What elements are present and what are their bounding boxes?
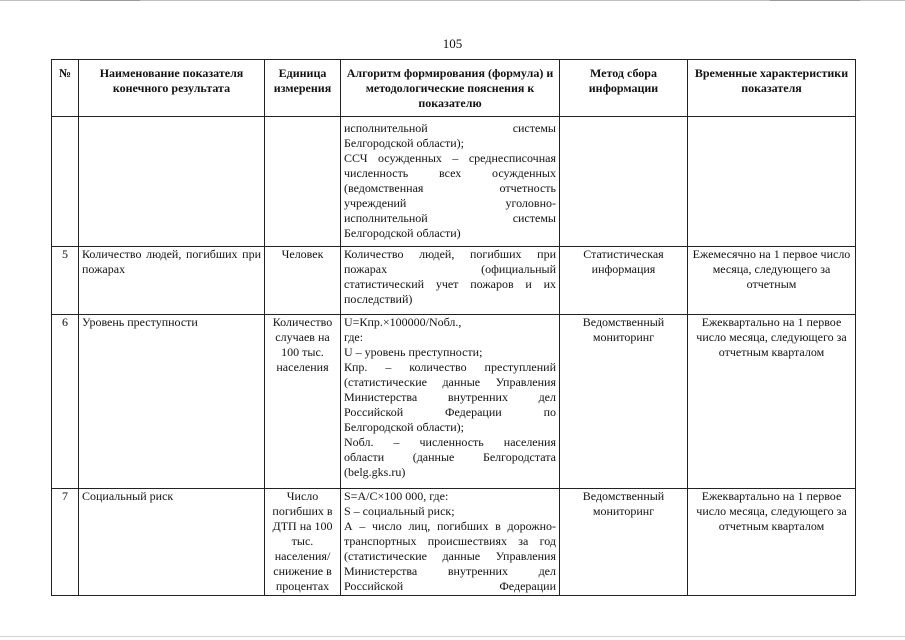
row-method: Статистическая информация <box>560 247 688 315</box>
algorithm-line: статистический учет пожаров и их <box>344 277 556 291</box>
row-time: Ежеквартально на 1 первое число месяца, следующего за отчетным кварталом <box>688 315 856 489</box>
algorithm-line: Белгородской области) <box>344 226 461 240</box>
row-unit: Число погибших в ДТП на 100 тыс. населения/ снижение в процентах <box>265 489 341 596</box>
row-algorithm <box>341 489 560 596</box>
algorithm-line: Белгородской области); <box>344 420 464 434</box>
algorithm-line: ССЧ осужденных – среднесписочная <box>344 151 556 165</box>
algorithm-line: Белгородской области); <box>344 136 464 150</box>
scan-dash-left <box>80 0 140 1</box>
algorithm-line: учреждений уголовно- <box>344 196 556 210</box>
row-num: 5 <box>52 247 79 315</box>
header-num: № <box>52 60 79 117</box>
algorithm-line: (статистические данные Управления <box>344 375 556 389</box>
row-name <box>79 117 265 247</box>
row-unit: Количество случаев на 100 тыс. населения <box>265 315 341 489</box>
algorithm-line: где: <box>344 330 364 344</box>
row-algorithm <box>341 247 560 315</box>
algorithm-line: пожарах (официальный <box>344 262 556 276</box>
algorithm-line: исполнительной системы <box>344 121 556 135</box>
table-row-7 <box>52 489 856 596</box>
indicator-table <box>51 59 856 596</box>
algorithm-line: Кпр. – количество преступлений <box>344 360 556 374</box>
algorithm-line: А – число лиц, погибших в дорожно- <box>344 519 556 533</box>
algorithm-line: Nобл. – численность населения <box>344 435 556 449</box>
table-row-6 <box>52 315 856 489</box>
row-name: Социальный риск <box>79 489 265 596</box>
table-header-row <box>52 60 856 117</box>
algorithm-line: численность всех осужденных <box>344 166 556 180</box>
algorithm-line: (belg.gks.ru) <box>344 465 406 479</box>
row-time <box>688 117 856 247</box>
algorithm-line: U – уровень преступности; <box>344 345 483 359</box>
algorithm-line: Российской Федерации по <box>344 405 556 419</box>
algorithm-line: области (данные Белгородстата <box>344 450 556 464</box>
algorithm-line: исполнительной системы <box>344 211 556 225</box>
header-name: Наименование показателя конечного результата <box>79 60 265 117</box>
row-method: Ведомственный мониторинг <box>560 489 688 596</box>
algorithm-line: (статистические данные Управления <box>344 549 556 563</box>
row-method: Ведомственный мониторинг <box>560 315 688 489</box>
algorithm-line: последствий) <box>344 292 413 306</box>
row-algorithm <box>341 117 560 247</box>
algorithm-line: S – социальный риск; <box>344 504 455 518</box>
header-method: Метод сбора информации <box>560 60 688 117</box>
header-unit: Единица измерения <box>265 60 341 117</box>
page-number: 105 <box>442 36 463 51</box>
algorithm-line: Количество людей, погибших при <box>344 247 556 261</box>
row-time: Ежеквартально на 1 первое число месяца, следующего за отчетным кварталом <box>688 489 856 596</box>
header-time: Временные характеристики показателя <box>688 60 856 117</box>
scan-edge-bottom <box>0 636 905 637</box>
algorithm-line: Министерства внутренних дел <box>344 564 556 578</box>
algorithm-line: транспортных происшествиях за год <box>344 534 556 548</box>
algorithm-line: Министерства внутренних дел <box>344 390 556 404</box>
algorithm-line: Российской Федерации <box>344 579 556 593</box>
row-algorithm <box>341 315 560 489</box>
row-num <box>52 117 79 247</box>
algorithm-line: U=Кпр.×100000/Nобл., <box>344 315 462 329</box>
table-row-continuation <box>52 117 856 247</box>
algorithm-line: (ведомственная отчетность <box>344 181 556 195</box>
row-num: 6 <box>52 315 79 489</box>
row-name: Уровень преступности <box>79 315 265 489</box>
scan-dash-right <box>770 0 860 1</box>
row-unit <box>265 117 341 247</box>
row-time: Ежемесячно на 1 первое число месяца, следующего за отчетным <box>688 247 856 315</box>
row-method <box>560 117 688 247</box>
algorithm-line: S=A/C×100 000, где: <box>344 489 449 503</box>
table-row-5 <box>52 247 856 315</box>
row-unit: Человек <box>265 247 341 315</box>
header-algorithm: Алгоритм формирования (формула) и методологические пояснения к показателю <box>341 60 560 117</box>
row-name: Количество людей, погибших при пожарах <box>79 247 265 315</box>
row-num: 7 <box>52 489 79 596</box>
